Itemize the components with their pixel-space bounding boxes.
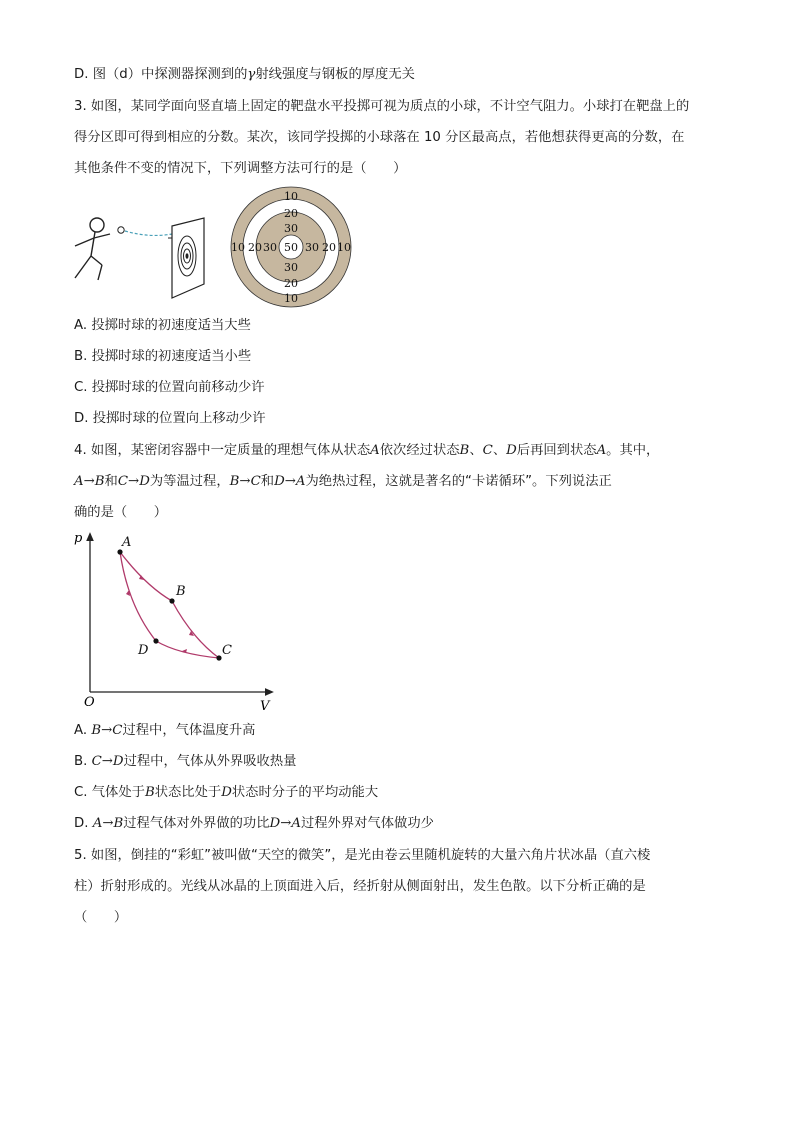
q3-stem-line-2: 得分区即可得到相应的分数。某次，该同学投掷的小球落在 10 分区最高点，若他想获得更高的分数，在 xyxy=(74,130,685,145)
q5-stem-line-1: 5. 如图，倒挂的“彩虹”被叫做“天空的微笑”，是光由卷云里随机旋转的大量六角片状冰晶（直六棱 xyxy=(74,848,651,863)
state-label-a: A xyxy=(122,535,132,550)
pv-graph xyxy=(64,528,284,712)
score-label: 20 xyxy=(322,241,336,254)
score-label: 10 xyxy=(284,292,298,305)
score-label: 30 xyxy=(305,241,319,254)
gamma-symbol: γ xyxy=(247,67,256,82)
origin-label: O xyxy=(84,695,95,710)
thrower-figure xyxy=(64,208,224,304)
state-point-d xyxy=(153,638,158,643)
v-axis-label: V xyxy=(260,699,270,712)
score-label: 30 xyxy=(284,261,298,274)
score-label: 10 xyxy=(337,241,351,254)
state-point-b xyxy=(169,598,174,603)
q3-option-d: D. 投掷时球的位置向上移动少许 xyxy=(74,411,266,426)
q4-stem-line-1: 4. 如图，某密闭容器中一定质量的理想气体从状态A依次经过状态B、C、D后再回到状态A。其中， xyxy=(74,443,660,458)
q3-stem-line-1: 3. 如图，某同学面向竖直墙上固定的靶盘水平投掷可视为质点的小球，不计空气阻力。小球打在靶盘上的 xyxy=(74,99,690,114)
q4-stem-line-2: A→B和C→D为等温过程，B→C和D→A为绝热过程，这就是著名的“卡诺循环”。下列说法正 xyxy=(74,474,612,489)
q5-stem-line-3: （ ） xyxy=(74,910,128,925)
score-label: 30 xyxy=(284,222,298,235)
p-axis-label: p xyxy=(74,531,83,546)
option-label: D. xyxy=(74,67,93,82)
state-point-c xyxy=(216,655,221,660)
q5-stem-line-2: 柱）折射形成的。光线从冰晶的上顶面进入后，经折射从侧面射出，发生色散。以下分析正确的是 xyxy=(74,879,646,894)
score-label: 10 xyxy=(231,241,245,254)
stick-figure-head xyxy=(90,218,104,232)
state-label-d: D xyxy=(138,643,149,658)
state-label-b: B xyxy=(176,584,186,599)
q4-option-c: C. 气体处于B状态比处于D状态时分子的平均动能大 xyxy=(74,785,379,800)
state-point-a xyxy=(117,549,122,554)
q3-option-b: B. 投掷时球的初速度适当小些 xyxy=(74,349,252,364)
q4-option-b: B. C→D过程中，气体从外界吸收热量 xyxy=(74,754,297,769)
q3-option-a: A. 投掷时球的初速度适当大些 xyxy=(74,318,251,333)
score-label: 20 xyxy=(248,241,262,254)
score-label: 20 xyxy=(284,207,298,220)
q3-stem-line-3: 其他条件不变的情况下，下列调整方法可行的是（ ） xyxy=(74,161,407,176)
q4-option-d: D. A→B过程气体对外界做的功比D→A过程外界对气体做功少 xyxy=(74,816,434,831)
state-label-c: C xyxy=(222,643,232,658)
curve-d-a xyxy=(120,552,156,641)
ball xyxy=(118,227,124,233)
wall-board xyxy=(168,218,204,298)
q4-option-a: A. B→C过程中，气体温度升高 xyxy=(74,723,256,738)
score-label: 50 xyxy=(284,241,298,254)
trajectory-line xyxy=(125,231,172,235)
target-figure xyxy=(228,186,356,310)
score-label: 30 xyxy=(263,241,277,254)
score-label: 20 xyxy=(284,277,298,290)
score-label: 10 xyxy=(284,190,298,203)
q4-stem-line-3: 确的是（ ） xyxy=(74,505,168,520)
q3-option-c: C. 投掷时球的位置向前移动少许 xyxy=(74,380,265,395)
curve-b-c xyxy=(172,601,219,658)
q2-option-d: D. 图（d）中探测器探测到的γ射线强度与钢板的厚度无关 xyxy=(74,67,415,82)
